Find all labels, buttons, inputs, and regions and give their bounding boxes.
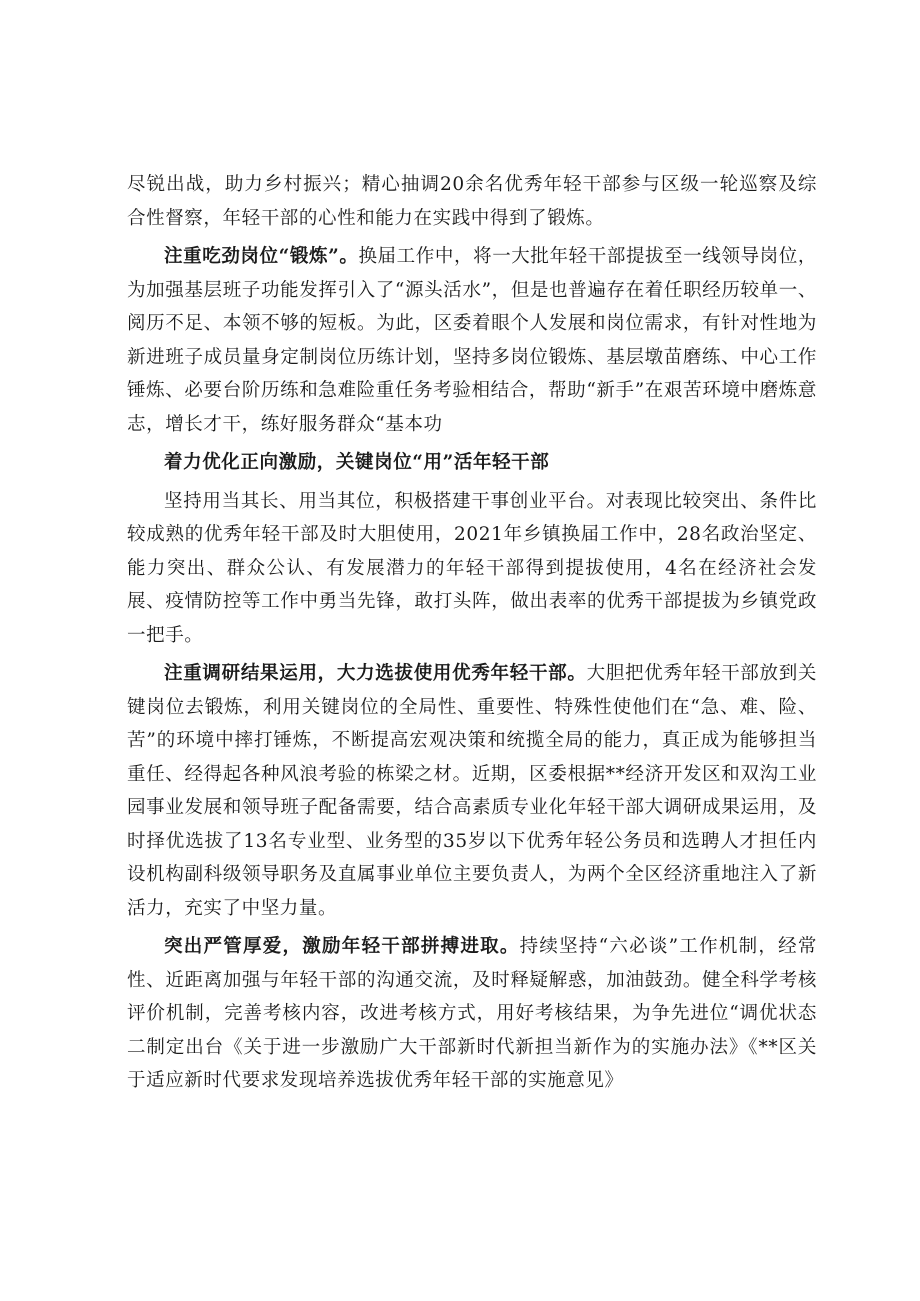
paragraph-3-text: 坚持用当其长、用当其位，积极搭建干事创业平台。对表现比较突出、条件比较成熟的优秀年轻干部及时大胆使用，2021年乡镇换届工作中，28名政治坚定、能力突出、群众公认、有发展潜力的年轻干部得到提拔使用，4名在经济社会发展、疫情防控等工作中勇当先锋，敢打头阵，做出表率的优秀干部提拔为乡镇党政一把手。 xyxy=(127,490,817,646)
paragraph-2-lead: 注重吃劲岗位“锻炼”。 xyxy=(164,246,359,267)
section-heading: 着力优化正向激励，关键岗位“用”活年轻干部 xyxy=(164,452,550,473)
paragraph-2 xyxy=(127,240,817,441)
paragraph-1 xyxy=(127,168,817,235)
paragraph-5-text: 持续坚持“六必谈”工作机制，经常性、近距离加强与年轻干部的沟通交流，及时释疑解惑，加油鼓劲。健全科学考核评价机制，完善考核内容，改进考核方式，用好考核结果，为争先进位“调优状态二制定出台《关于进一步激励广大干部新时代新担当新作为的实施办法》《**区关于适应新时代要求发现培养选拔优秀年轻干部的实施意见》 xyxy=(127,936,817,1091)
paragraph-5 xyxy=(127,930,817,1098)
document-body xyxy=(127,168,817,1103)
paragraph-1-text: 尽锐出战，助力乡村振兴；精心抽调20余名优秀年轻干部参与区级一轮巡察及综合性督察，年轻干部的心性和能力在实践中得到了锻炼。 xyxy=(127,174,817,229)
paragraph-3 xyxy=(127,485,817,653)
paragraph-4 xyxy=(127,657,817,925)
paragraph-4-text: 大胆把优秀年轻干部放到关键岗位去锻炼，利用关键岗位的全局性、重要性、特殊性使他们在“急、难、险、苦”的环境中摔打锤炼，不断提高宏观决策和统揽全局的能力，真正成为能够担当重任、经得起各种风浪考验的栋梁之材。近期，区委根据**经济开发区和双沟工业园事业发展和领导班子配备需要，结合高素质专业化年轻干部大调研成果运用，及时择优选拔了13名专业型、业务型的35岁以下优秀年轻公务员和选聘人才担任内设机构副科级领导职务及直属事业单位主要负责人，为两个全区经济重地注入了新活力，充实了中坚力量。 xyxy=(127,663,818,919)
paragraph-2-text: 换届工作中，将一大批年轻干部提拔至一线领导岗位，为加强基层班子功能发挥引入了“源头活水”，但是也普遍存在着任职经历较单一、阅历不足、本领不够的短板。为此，区委着眼个人发展和岗位需求，有针对性地为新进班子成员量身定制岗位历练计划，坚持多岗位锻炼、基层墩苗磨练、中心工作锤炼、必要台阶历练和急难险重任务考验相结合，帮助“新手”在艰苦环境中磨炼意志，增长才干，练好服务群众“基本功 xyxy=(127,246,817,435)
paragraph-5-lead: 突出严管厚爱，激励年轻干部拼搏进取。 xyxy=(164,936,520,957)
paragraph-4-lead: 注重调研结果运用，大力选拔使用优秀年轻干部。 xyxy=(164,663,587,684)
